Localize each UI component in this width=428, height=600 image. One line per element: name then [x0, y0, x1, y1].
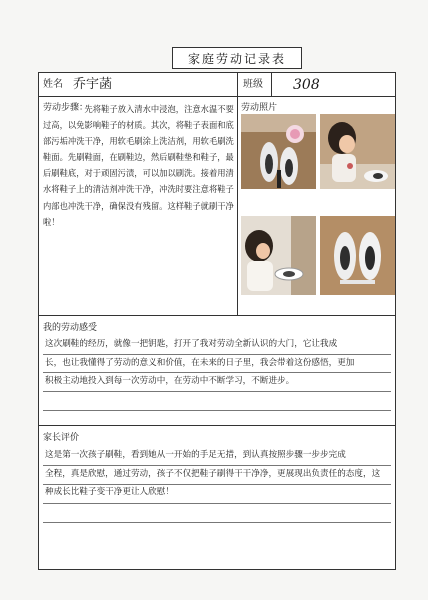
shoes-on-table-image — [241, 114, 316, 189]
class-divider — [271, 73, 272, 96]
parent-line-2: 全程，真是欣慰，通过劳动，孩子不仅把鞋子刷得干干净净，更展现出负责任的态度，这 — [45, 468, 381, 479]
parent-top-line — [39, 425, 395, 426]
parent-rule-3 — [43, 503, 391, 504]
name-label: 姓名 — [43, 79, 63, 90]
class-value: 308 — [293, 77, 320, 93]
feelings-line-3: 积极主动地投入到每一次劳动中，在劳动中不断学习，不断进步。 — [45, 376, 295, 386]
steps-photo-divider — [237, 96, 238, 315]
parent-rule-4 — [43, 522, 391, 523]
name-value: 乔宇菡 — [73, 77, 113, 92]
parent-line-1: 这是第一次孩子刷鞋，看到她从一开始的手足无措，到认真按照步骤一步步完成 — [45, 450, 346, 460]
feelings-top-line — [39, 315, 395, 316]
parent-text — [45, 446, 391, 502]
steps-text — [43, 101, 237, 230]
steps-label: 劳动步骤： — [43, 103, 89, 113]
child-brushing-image — [320, 114, 395, 189]
record-sheet — [38, 72, 396, 570]
form-title: 家庭劳动记录表 — [172, 47, 302, 69]
feelings-rule-4 — [43, 410, 391, 411]
child-washing-image — [241, 216, 316, 295]
info-row — [39, 73, 395, 97]
class-label: 班级 — [243, 79, 263, 90]
feelings-line-2: 长，也让我懂得了劳动的意义和价值，在未来的日子里，我会带着这份感悟，更加 — [45, 357, 355, 368]
feelings-text — [45, 335, 391, 391]
steps-body: 先将鞋子放入清水中浸泡，注意水温不要过高，以免影响鞋子的材质。其次，将鞋子表面和底部污垢冲洗干净，用软毛刷涂上洗洁剂，用软毛刷洗鞋面。先刷鞋面，在刷鞋边，然后刷鞋垫和鞋子，最后刷鞋底，对于顽固污渍，可以加以刷洗。接着用清水将鞋子上的清洁剂冲洗干净，冲洗时要注意将鞋子内部也冲洗干净，确保没有残留。这样鞋子就刷干净啦！ — [43, 104, 234, 227]
parent-label: 家长评价 — [43, 433, 80, 443]
feelings-line-1: 这次刷鞋的经历，就像一把钥匙，打开了我对劳动全新认识的大门，它让我成 — [45, 339, 338, 349]
header-divider — [237, 73, 238, 96]
parent-line-3: 种成长比鞋子变干净更让人欣慰！ — [45, 487, 174, 497]
feelings-label: 我的劳动感受 — [43, 323, 98, 333]
feelings-rule-3 — [43, 391, 391, 392]
photos-label: 劳动照片 — [241, 103, 278, 113]
photo-shoes-on-table — [241, 114, 316, 189]
photo-child-washing — [241, 216, 316, 295]
photo-child-brushing — [320, 114, 395, 189]
shoes-drying-image — [320, 216, 395, 295]
photo-shoes-drying — [320, 216, 395, 295]
